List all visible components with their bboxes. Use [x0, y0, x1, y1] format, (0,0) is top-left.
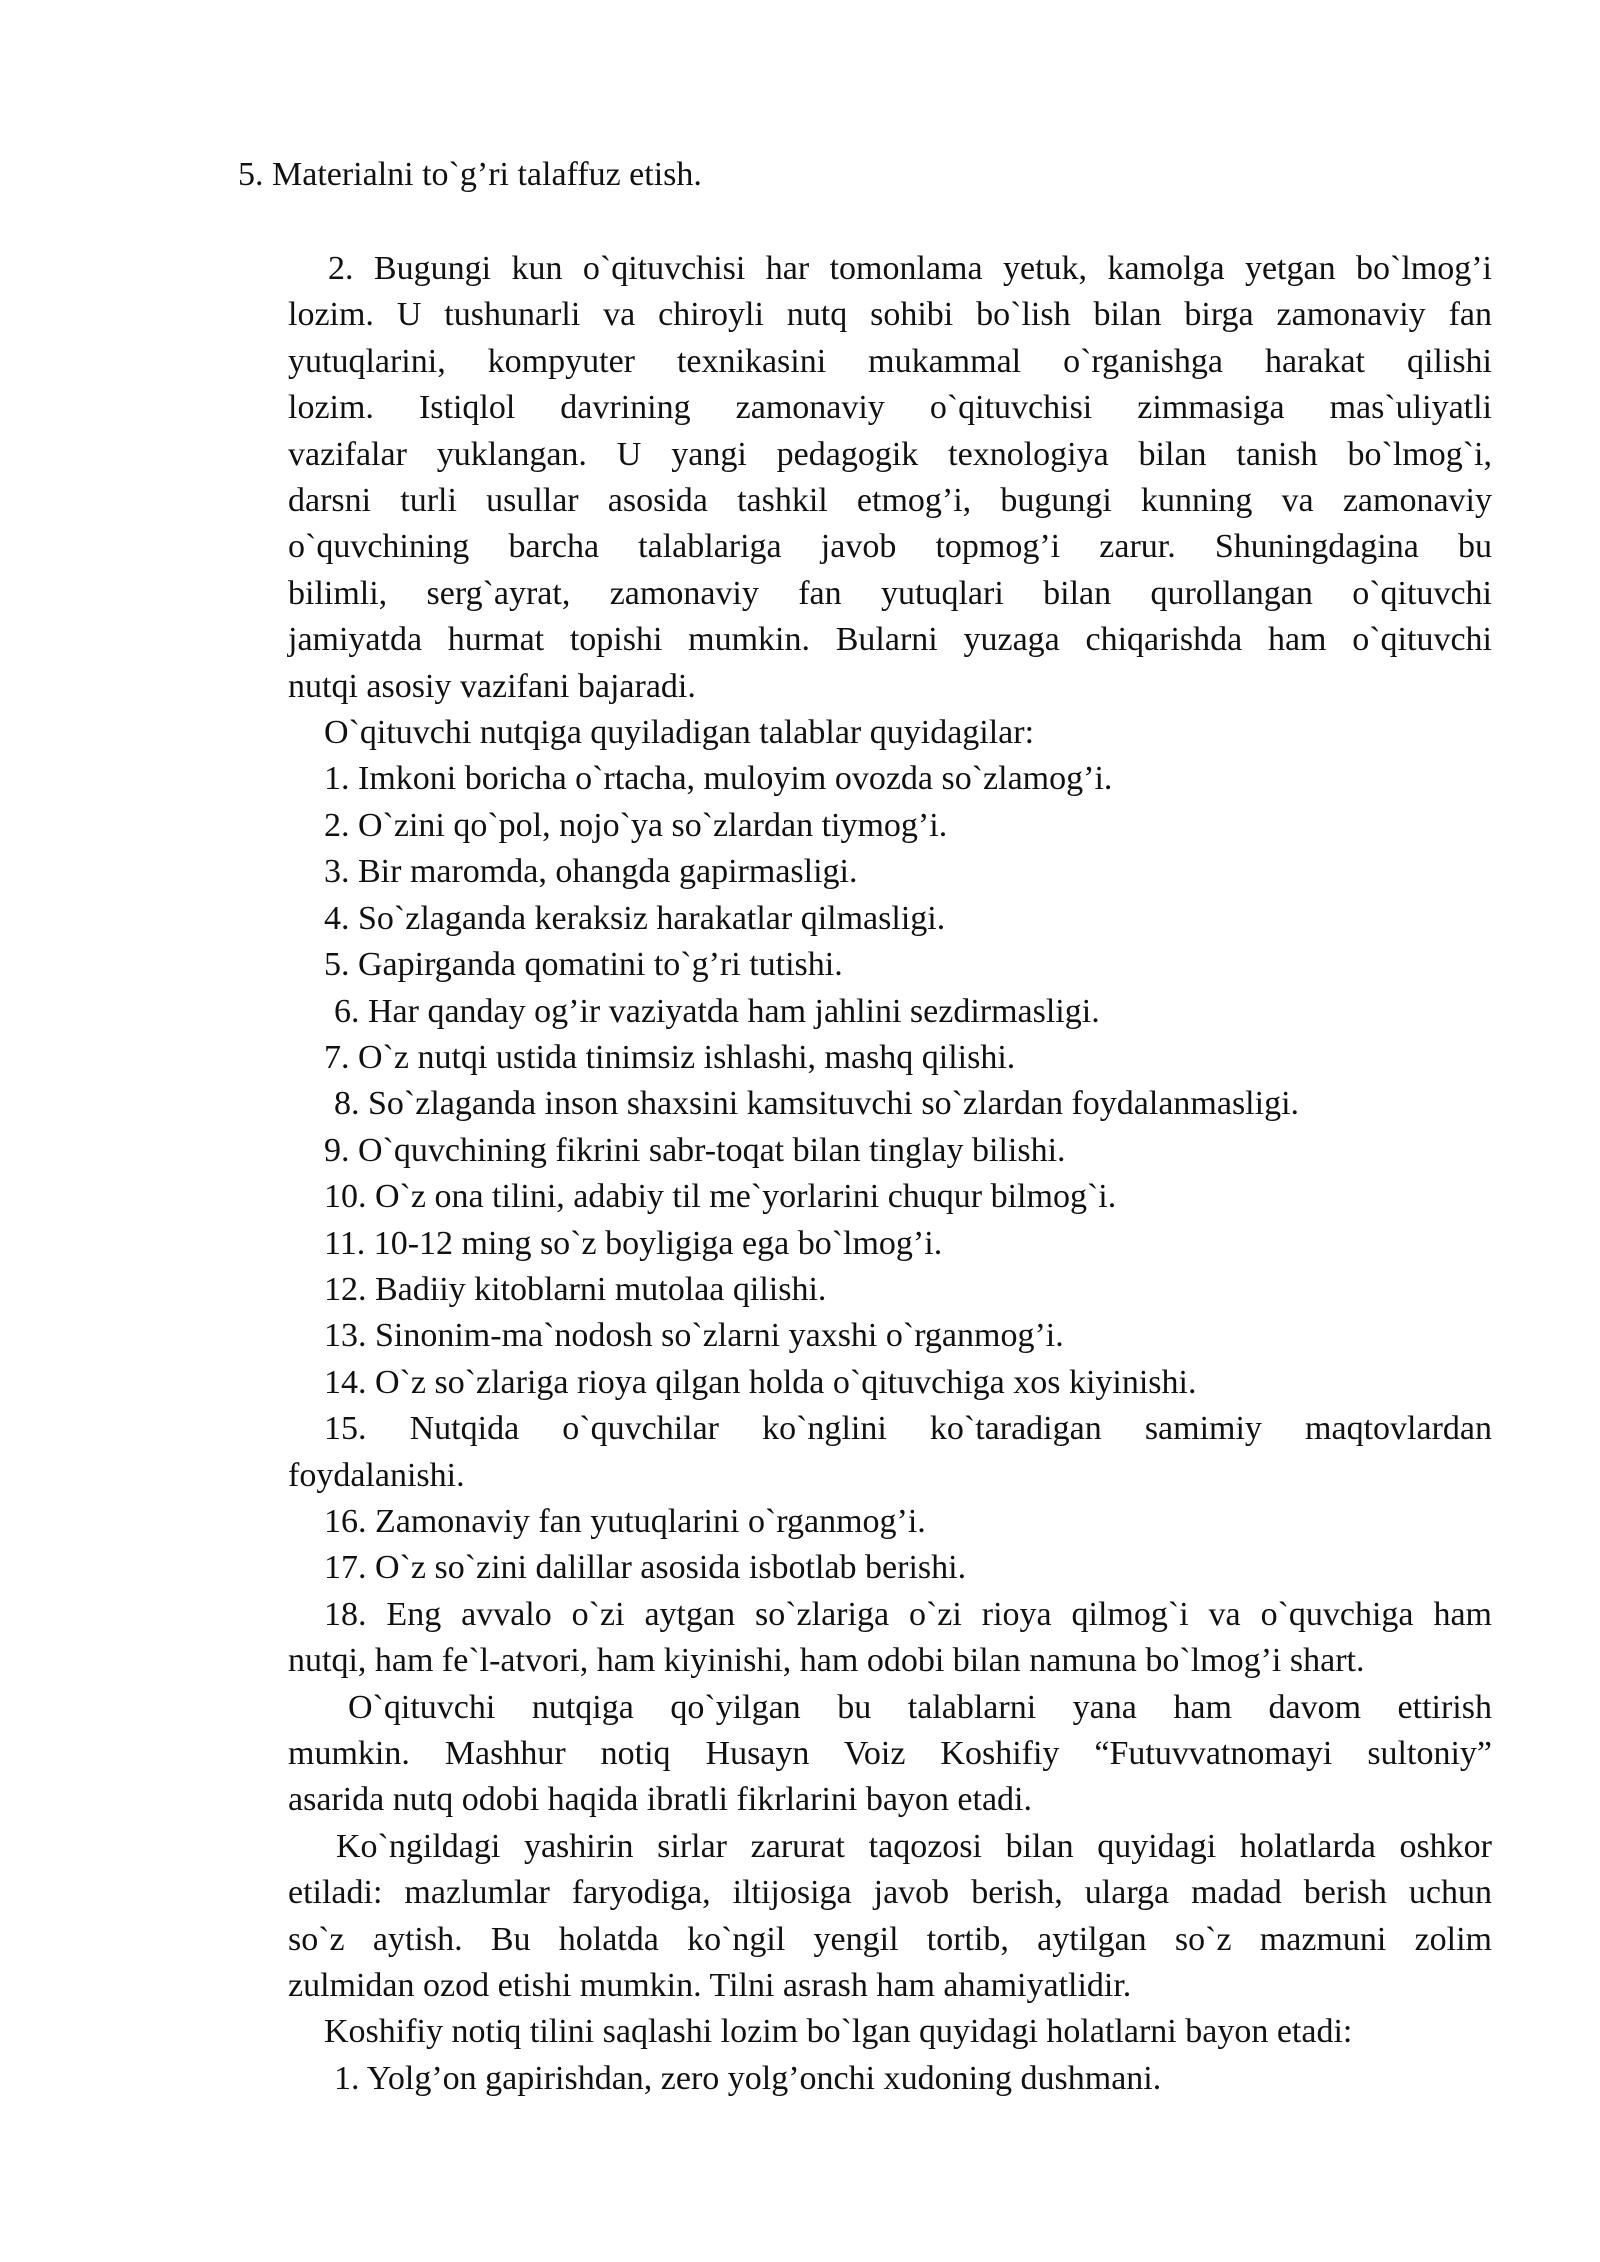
tongue-intro: Koshifiy notiq tilini saqlashi lozim bo`lgan quyidagi holatlarni bayon etadi: — [324, 2013, 1353, 2051]
list-item: 13. Sinonim-ma`nodosh so`zlarni yaxshi o`rganmog’i. — [324, 1317, 1064, 1355]
list-item: 10. O`z ona tilini, adabiy til me`yorlarini chuqur bilmog`i. — [324, 1178, 1117, 1216]
paragraph-line: etiladi: mazlumlar faryodiga, iltijosiga javob berish, ularga madad berish uchun — [288, 1874, 1492, 1912]
document-body — [288, 246, 1492, 2102]
list-item: 18. Eng avvalo o`zi aytgan so`zlariga o`zi rioya qilmog`i va o`quvchiga ham — [324, 1595, 1492, 1633]
list-item-top: 5. Materialni to`g’ri talaffuz etish. — [238, 156, 702, 193]
list-item: 5. Gapirganda qomatini to`g’ri tutishi. — [324, 946, 843, 984]
list-item: 8. So`zlaganda inson shaxsini kamsituvchi so`zlardan foydalanmasligi. — [334, 1085, 1300, 1123]
list-item: 6. Har qanday og’ir vaziyatda ham jahlini sezdirmasligi. — [334, 992, 1100, 1030]
list-item: 9. O`quvchining fikrini sabr-toqat bilan tinglay bilishi. — [324, 1131, 1066, 1169]
paragraph-line: vazifalar yuklangan. U yangi pedagogik texnologiya bilan tanish bo`lmog`i, — [288, 435, 1492, 473]
paragraph-line: bilimli, serg`ayrat, zamonaviy fan yutuqlari bilan qurollangan o`qituvchi — [288, 574, 1492, 612]
requirements-intro: O`qituvchi nutqiga quyiladigan talablar quyidagilar: — [324, 714, 1035, 752]
list-item: 11. 10-12 ming so`z boyligiga ega bo`lmog’i. — [324, 1224, 943, 1262]
paragraph-line: Ko`ngildagi yashirin sirlar zarurat taqozosi bilan quyidagi holatlarda oshkor — [336, 1827, 1492, 1865]
paragraph-line: O`qituvchi nutqiga qo`yilgan bu talablarni yana ham davom ettirish — [348, 1688, 1492, 1726]
paragraph-line: asarida nutq odobi haqida ibratli fikrlarini bayon etadi. — [288, 1781, 1032, 1819]
paragraph-line: zulmidan ozod etishi mumkin. Tilni asrash ham ahamiyatlidir. — [288, 1967, 1132, 2005]
paragraph-line: lozim. Istiqlol davrining zamonaviy o`qituvchisi zimmasiga mas`uliyatli — [288, 389, 1492, 427]
list-item: 15. Nutqida o`quvchilar ko`nglini ko`taradigan samimiy maqtovlardan — [324, 1410, 1492, 1448]
paragraph-line: o`quvchining barcha talablariga javob topmog’i zarur. Shuningdagina bu — [288, 528, 1492, 566]
list-item: 4. So`zlaganda keraksiz harakatlar qilmasligi. — [324, 899, 946, 937]
list-item: 16. Zamonaviy fan yutuqlarini o`rganmog’i. — [324, 1502, 926, 1540]
paragraph-line: darsni turli usullar asosida tashkil etmog’i, bugungi kunning va zamonaviy — [288, 482, 1492, 520]
list-item: 14. O`z so`zlariga rioya qilgan holda o`qituvchiga xos kiyinishi. — [324, 1363, 1197, 1401]
list-item: 17. O`z so`zini dalillar asosida isbotlab berishi. — [324, 1549, 967, 1587]
paragraph-line: nutqi asosiy vazifani bajaradi. — [288, 667, 696, 705]
paragraph-line: jamiyatda hurmat topishi mumkin. Bularni yuzaga chiqarishda ham o`qituvchi — [288, 621, 1492, 659]
list-item: 1. Imkoni boricha o`rtacha, muloyim ovozda so`zlamog’i. — [324, 760, 1113, 798]
list-item-continuation: nutqi, ham fe`l-atvori, ham kiyinishi, ham odobi bilan namuna bo`lmog’i shart. — [288, 1642, 1365, 1680]
paragraph-line: 2. Bugungi kun o`qituvchisi har tomonlama yetuk, kamolga yetgan bo`lmog’i — [328, 250, 1492, 287]
paragraph-line: so`z aytish. Bu holatda ko`ngil yengil tortib, aytilgan so`z mazmuni zolim — [288, 1920, 1492, 1958]
list-item: 3. Bir maromda, ohangda gapirmasligi. — [324, 853, 858, 891]
paragraph-line: yutuqlarini, kompyuter texnikasini mukammal o`rganishga harakat qilishi — [288, 342, 1492, 380]
list-item: 2. O`zini qo`pol, nojo`ya so`zlardan tiymog’i. — [324, 806, 948, 844]
paragraph-line: mumkin. Mashhur notiq Husayn Voiz Koshifiy “Futuvvatnomayi sultoniy” — [288, 1735, 1492, 1772]
list-item: 1. Yolg’on gapirishdan, zero yolg’onchi xudoning dushmani. — [334, 2059, 1162, 2097]
paragraph-line: lozim. U tushunarli va chiroyli nutq sohibi bo`lish bilan birga zamonaviy fan — [288, 296, 1492, 334]
list-item-continuation: foydalanishi. — [288, 1456, 465, 1494]
list-item: 7. O`z nutqi ustida tinimsiz ishlashi, mashq qilishi. — [324, 1038, 1016, 1076]
list-item: 12. Badiiy kitoblarni mutolaa qilishi. — [324, 1270, 827, 1308]
